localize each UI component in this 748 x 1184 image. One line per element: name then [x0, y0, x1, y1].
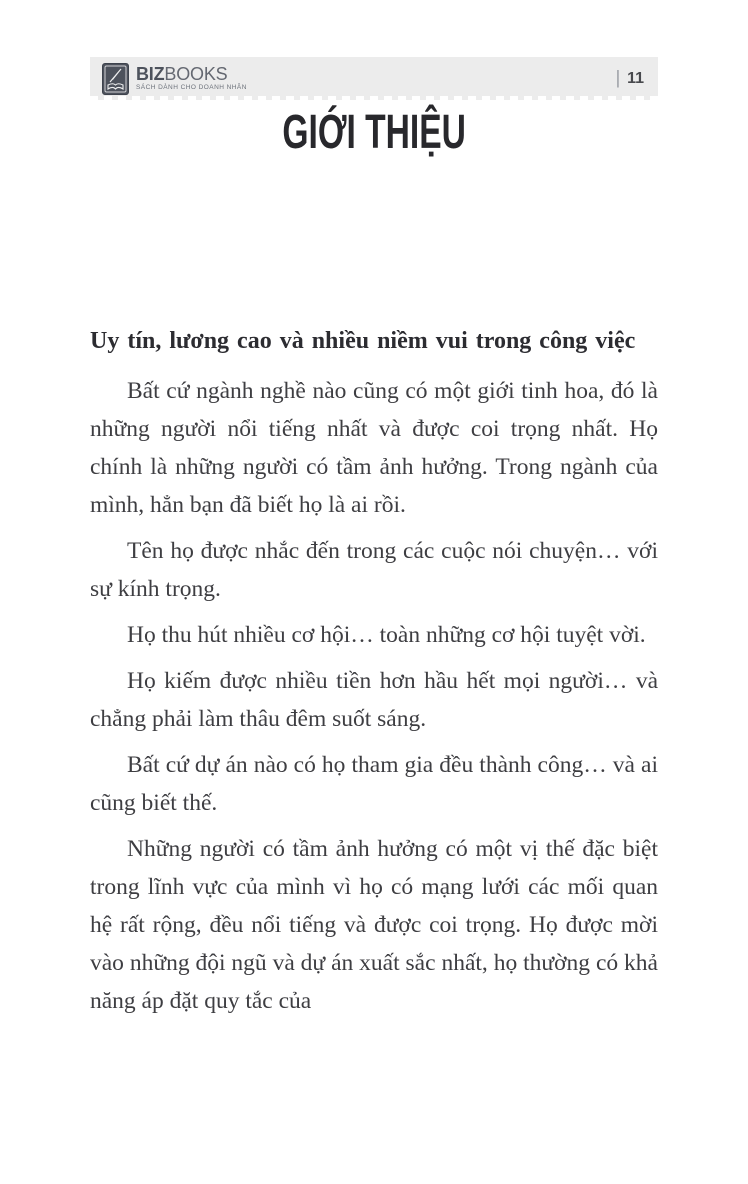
paragraph: Họ thu hút nhiều cơ hội… toàn những cơ hội tuyệt vời.	[127, 622, 646, 648]
logo-brand-biz: BIZ	[136, 64, 165, 85]
paragraph: Những người có tầm ảnh hưởng có một vị thế đặc biệt trong lĩnh vực của mình vì họ có mạng lưới các mối quan hệ rất rộng, đều nổi tiếng và được coi trọng. Họ được mời vào những đội ngũ và dự án xuất sắc nhất, họ thường có khả năng áp đặt quy tắc của	[90, 836, 658, 1014]
section-heading: Uy tín, lương cao và nhiều niềm vui trong công việc	[90, 328, 636, 354]
paragraph: Bất cứ ngành nghề nào cũng có một giới tinh hoa, đó là những người nổi tiếng nhất và được coi trọng nhất. Họ chính là những người có tầm ảnh hưởng. Trong ngành của mình, hẳn bạn đã biết họ là ai rồi.	[90, 378, 658, 518]
logo-brand-books: BOOKS	[164, 64, 228, 85]
page-number-value: 11	[627, 69, 644, 87]
logo-tagline: SÁCH DÀNH CHO DOANH NHÂN	[136, 84, 247, 92]
paragraph: Bất cứ dự án nào có họ tham gia đều thành công… và ai cũng biết thế.	[90, 752, 658, 816]
paragraph: Họ kiếm được nhiều tiền hơn hầu hết mọi người… và chẳng phải làm thâu đêm suốt sáng.	[90, 668, 658, 732]
paragraph: Tên họ được nhắc đến trong các cuộc nói chuyện… với sự kính trọng.	[90, 538, 658, 602]
page-number-separator: |	[615, 68, 621, 88]
page-content	[90, 0, 658, 1028]
chapter-title: GIỚI THIỆU	[282, 106, 466, 159]
